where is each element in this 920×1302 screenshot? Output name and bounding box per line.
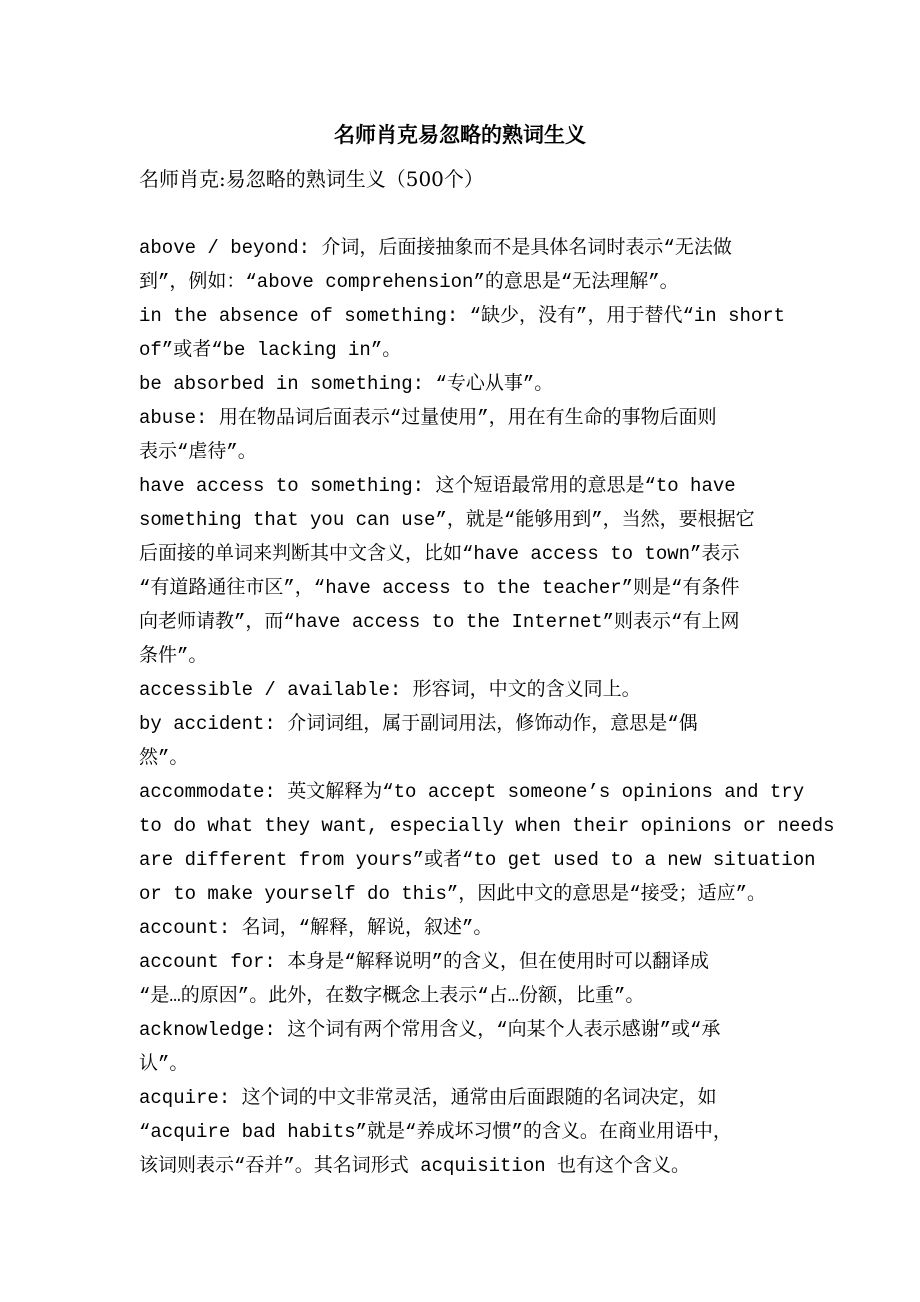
text-line: account for: 本身是“解释说明”的含义，但在使用时可以翻译成 <box>139 951 710 973</box>
text-line: are different from yours”或者“to get used to a new situation <box>139 849 816 871</box>
text-line: accessible / available: 形容词，中文的含义同上。 <box>139 679 641 701</box>
text-line: 该词则表示“吞并”。其名词形式 acquisition 也有这个含义。 <box>139 1155 691 1177</box>
text-line: something that you can use”，就是“能够用到”，当然，要根据它 <box>139 509 755 531</box>
text-line: by accident: 介词词组，属于副词用法，修饰动作，意思是“偶 <box>139 713 698 735</box>
text-line: 认”。 <box>139 1053 189 1075</box>
text-line: 向老师请教”，而“have access to the Internet”则表示“有上网 <box>139 611 740 633</box>
document-body <box>139 231 835 1183</box>
text-line: above / beyond: 介词，后面接抽象而不是具体名词时表示“无法做 <box>139 237 732 259</box>
document-subtitle: 名师肖克:易忽略的熟词生义（500个） <box>139 167 484 191</box>
text-line: 条件”。 <box>139 645 208 667</box>
text-line: accommodate: 英文解释为“to accept someone’s opinions and try <box>139 781 805 803</box>
text-line: of”或者“be lacking in”。 <box>139 339 402 361</box>
text-line: in the absence of something: “缺少，没有”，用于替代“in short <box>139 305 786 327</box>
text-line: have access to something: 这个短语最常用的意思是“to have <box>139 475 736 497</box>
text-line: or to make yourself do this”，因此中文的意思是“接受；适应”。 <box>139 883 767 905</box>
text-line: account: 名词，“解释，解说，叙述”。 <box>139 917 493 939</box>
document-title: 名师肖克易忽略的熟词生义 <box>334 122 586 147</box>
text-line: “有道路通往市区”，“have access to the teacher”则是“有条件 <box>139 577 740 599</box>
text-line: 然”。 <box>139 747 189 769</box>
text-line: be absorbed in something: “专心从事”。 <box>139 373 554 395</box>
text-line: 到”，例如：“above comprehension”的意思是“无法理解”。 <box>139 271 679 293</box>
text-line: “acquire bad habits”就是“养成坏习惯”的含义。在商业用语中， <box>139 1121 732 1143</box>
text-line: acquire: 这个词的中文非常灵活，通常由后面跟随的名词决定，如 <box>139 1087 717 1109</box>
text-line: abuse: 用在物品词后面表示“过量使用”，用在有生命的事物后面则 <box>139 407 717 429</box>
text-line: “是…的原因”。此外，在数字概念上表示“占…份额，比重”。 <box>139 985 645 1007</box>
text-line: 表示“虐待”。 <box>139 441 257 463</box>
text-line: acknowledge: 这个词有两个常用含义，“向某个人表示感谢”或“承 <box>139 1019 721 1041</box>
text-line: to do what they want, especially when their opinions or needs <box>139 815 835 837</box>
text-line: 后面接的单词来判断其中文含义，比如“have access to town”表示 <box>139 543 740 565</box>
